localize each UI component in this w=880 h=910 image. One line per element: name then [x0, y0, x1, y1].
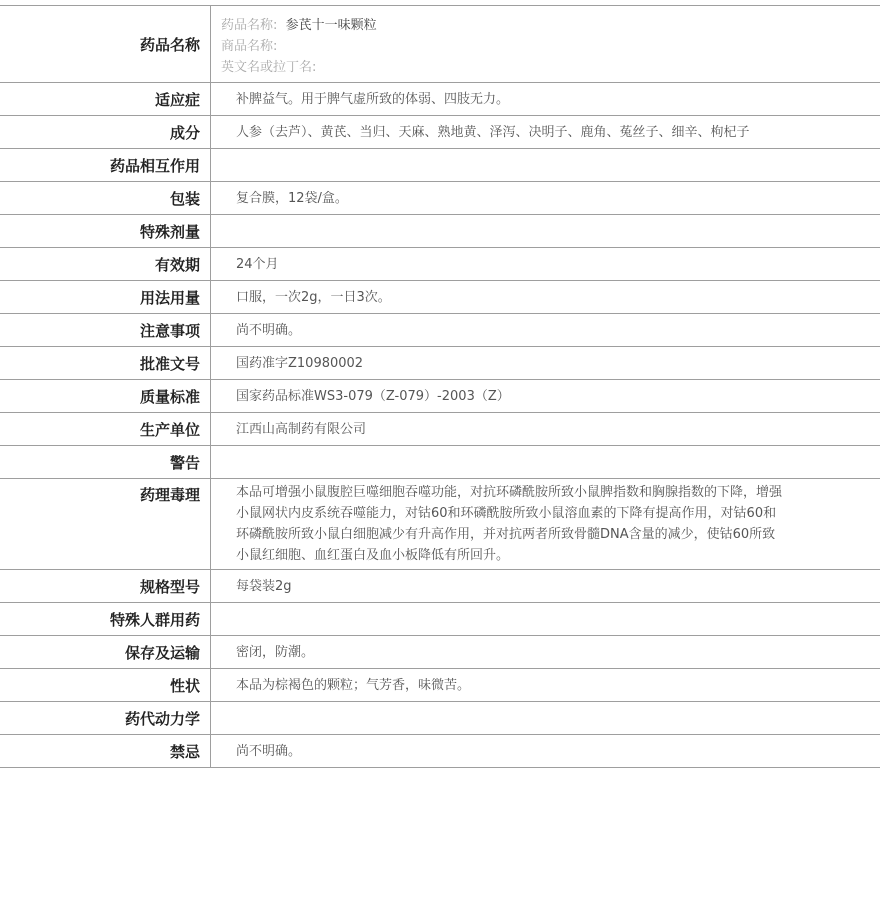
row-label: 注意事项: [0, 314, 211, 347]
row-ingredients: [0, 116, 880, 149]
row-label: 用法用量: [0, 281, 211, 314]
row-label: 规格型号: [0, 570, 211, 603]
row-drug-name: [0, 6, 880, 83]
row-interactions: [0, 149, 880, 182]
row-dosage: [0, 281, 880, 314]
row-approval-number: [0, 347, 880, 380]
row-storage: [0, 636, 880, 669]
row-value: 本品为棕褐色的颗粒；气芳香，味微苦。: [211, 669, 880, 702]
row-shelf-life: [0, 248, 880, 281]
row-value: 补脾益气。用于脾气虚所致的体弱、四肢无力。: [211, 83, 880, 116]
row-contraindications: [0, 735, 880, 768]
row-quality-standard: [0, 380, 880, 413]
row-label: 批准文号: [0, 347, 211, 380]
trade-name-line: [221, 36, 785, 57]
row-label: 药代动力学: [0, 702, 211, 735]
row-label: 性状: [0, 669, 211, 702]
row-label: 警告: [0, 446, 211, 479]
row-pharmacology: [0, 479, 880, 570]
row-label: 适应症: [0, 83, 211, 116]
row-label: 禁忌: [0, 735, 211, 768]
row-warning: [0, 446, 880, 479]
name-value-cell: [211, 6, 880, 83]
row-value: [211, 149, 880, 182]
row-value: 每袋装2g: [211, 570, 880, 603]
trade-name-key: 商品名称:: [221, 39, 278, 54]
row-label: 成分: [0, 116, 211, 149]
drug-name-line: [221, 15, 785, 36]
row-packaging: [0, 182, 880, 215]
row-label: 特殊人群用药: [0, 603, 211, 636]
drug-name-key: 药品名称:: [221, 18, 278, 33]
row-value: 本品可增强小鼠腹腔巨噬细胞吞噬功能，对抗环磷酰胺所致小鼠脾指数和胸腺指数的下降，增强小鼠网状内皮系统吞噬能力，对钴60和环磷酰胺所致小鼠溶血素的下降有提高作用，对钴60和环磷酰胺所致小鼠白细胞减少有升高作用，并对抗两者所致骨髓DNA含量的减少，使钴60所致小鼠红细胞、血红蛋白及血小板降低有所回升。: [211, 479, 880, 570]
row-label: 特殊剂量: [0, 215, 211, 248]
row-value: 尚不明确。: [211, 735, 880, 768]
row-value: [211, 702, 880, 735]
row-value: 江西山高制药有限公司: [211, 413, 880, 446]
row-label: 药品相互作用: [0, 149, 211, 182]
row-label: 药理毒理: [0, 479, 211, 570]
latin-name-line: [221, 57, 785, 78]
drug-info-table: [0, 5, 880, 768]
row-value: 人参（去芦）、黄芪、当归、天麻、熟地黄、泽泻、决明子、鹿角、菟丝子、细辛、枸杞子: [211, 116, 880, 149]
row-special-populations: [0, 603, 880, 636]
row-precautions: [0, 314, 880, 347]
drug-name-value: 参芪十一味颗粒: [285, 18, 377, 33]
row-manufacturer: [0, 413, 880, 446]
latin-name-key: 英文名或拉丁名:: [221, 60, 317, 75]
row-value: [211, 446, 880, 479]
row-value: [211, 215, 880, 248]
row-pharmacokinetics: [0, 702, 880, 735]
row-value: 密闭，防潮。: [211, 636, 880, 669]
row-label: 质量标准: [0, 380, 211, 413]
row-value: 24个月: [211, 248, 880, 281]
row-indications: [0, 83, 880, 116]
row-label: 药品名称: [0, 6, 211, 83]
row-value: 国家药品标准WS3-079（Z-079）-2003（Z）: [211, 380, 880, 413]
row-label: 保存及运输: [0, 636, 211, 669]
row-specification: [0, 570, 880, 603]
row-label: 包装: [0, 182, 211, 215]
row-value: 复合膜，12袋/盒。: [211, 182, 880, 215]
row-value: 国药准字Z10980002: [211, 347, 880, 380]
row-label: 生产单位: [0, 413, 211, 446]
row-value: 口服，一次2g，一日3次。: [211, 281, 880, 314]
row-value: [211, 603, 880, 636]
row-value: 尚不明确。: [211, 314, 880, 347]
row-description: [0, 669, 880, 702]
row-label: 有效期: [0, 248, 211, 281]
row-special-dosage: [0, 215, 880, 248]
